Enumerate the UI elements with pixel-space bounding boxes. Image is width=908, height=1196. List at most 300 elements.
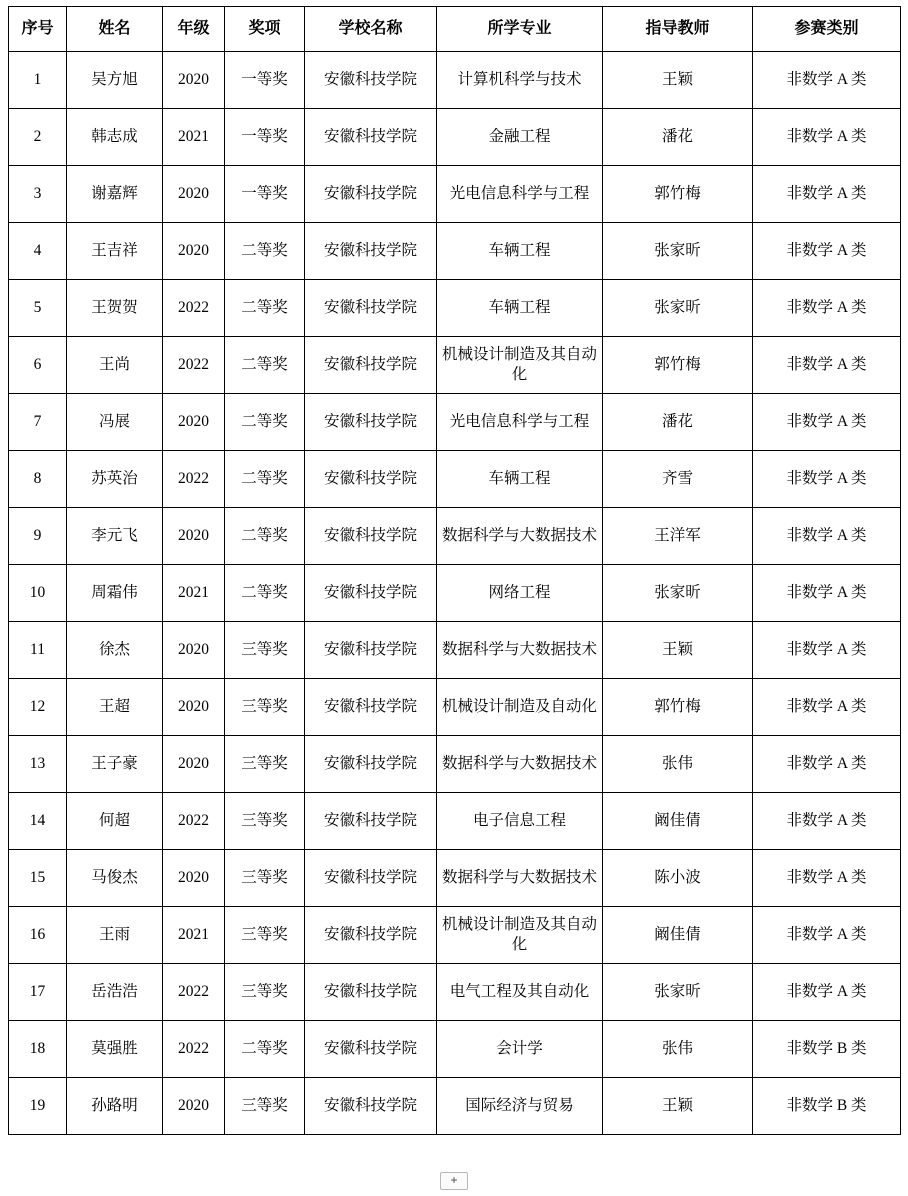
cell-text: 2020 bbox=[178, 754, 209, 772]
cell-grade bbox=[163, 394, 225, 451]
table-row bbox=[9, 166, 901, 223]
cell-text: 非数学 A 类 bbox=[786, 640, 867, 658]
cell-text: 二等奖 bbox=[241, 355, 288, 373]
cell-text: 16 bbox=[29, 925, 46, 943]
cell-category bbox=[753, 166, 901, 223]
cell-category bbox=[753, 1078, 901, 1135]
table-row bbox=[9, 337, 901, 394]
cell-award bbox=[225, 280, 305, 337]
cell-name bbox=[67, 394, 163, 451]
cell-award bbox=[225, 850, 305, 907]
cell-text: 阚佳倩 bbox=[654, 925, 701, 943]
cell-text: 马俊杰 bbox=[91, 868, 138, 886]
cell-text: 19 bbox=[29, 1096, 46, 1114]
cell-award bbox=[225, 451, 305, 508]
cell-index bbox=[9, 1078, 67, 1135]
cell-category bbox=[753, 622, 901, 679]
column-header-grade: 年级 bbox=[163, 7, 225, 52]
table-row bbox=[9, 622, 901, 679]
cell-text: 王尚 bbox=[98, 355, 130, 373]
cell-text: 3 bbox=[33, 184, 42, 202]
cell-text: 计算机科学与技术 bbox=[457, 70, 582, 88]
cell-teacher bbox=[603, 109, 753, 166]
cell-text: 2020 bbox=[178, 241, 209, 259]
table-header bbox=[9, 7, 901, 52]
cell-award bbox=[225, 1078, 305, 1135]
cell-major bbox=[437, 565, 603, 622]
cell-text: 光电信息科学与工程 bbox=[449, 412, 590, 430]
cell-text: 安徽科技学院 bbox=[323, 298, 417, 316]
cell-text: 车辆工程 bbox=[488, 298, 551, 316]
cell-major bbox=[437, 1078, 603, 1135]
footer-bar bbox=[0, 1172, 908, 1190]
cell-category bbox=[753, 1021, 901, 1078]
cell-text: 非数学 A 类 bbox=[786, 469, 867, 487]
cell-teacher bbox=[603, 280, 753, 337]
cell-text: 非数学 A 类 bbox=[786, 184, 867, 202]
cell-text: 国际经济与贸易 bbox=[465, 1096, 574, 1114]
table-row bbox=[9, 964, 901, 1021]
cell-award bbox=[225, 223, 305, 280]
cell-award bbox=[225, 907, 305, 964]
cell-text: 吴方旭 bbox=[91, 70, 138, 88]
cell-text: 安徽科技学院 bbox=[323, 811, 417, 829]
cell-category bbox=[753, 280, 901, 337]
cell-school bbox=[305, 793, 437, 850]
cell-text: 安徽科技学院 bbox=[323, 70, 417, 88]
cell-category bbox=[753, 907, 901, 964]
cell-text: 三等奖 bbox=[241, 925, 288, 943]
table-row bbox=[9, 907, 901, 964]
cell-text: 15 bbox=[29, 868, 46, 886]
cell-category bbox=[753, 337, 901, 394]
cell-text: 二等奖 bbox=[241, 1039, 288, 1057]
cell-text: 王吉祥 bbox=[91, 241, 138, 259]
cell-text: 潘花 bbox=[661, 127, 693, 145]
cell-text: 安徽科技学院 bbox=[323, 754, 417, 772]
cell-text: 安徽科技学院 bbox=[323, 697, 417, 715]
cell-text: 网络工程 bbox=[488, 583, 551, 601]
cell-grade bbox=[163, 280, 225, 337]
cell-grade bbox=[163, 907, 225, 964]
column-header-teacher: 指导教师 bbox=[603, 7, 753, 52]
cell-text: 安徽科技学院 bbox=[323, 526, 417, 544]
cell-text: 1 bbox=[33, 70, 42, 88]
cell-text: 郭竹梅 bbox=[654, 355, 701, 373]
cell-text: 机械设计制造及其自动化 bbox=[441, 915, 597, 953]
cell-text: 非数学 B 类 bbox=[786, 1096, 867, 1114]
cell-text: 2022 bbox=[178, 298, 209, 316]
cell-name bbox=[67, 223, 163, 280]
cell-grade bbox=[163, 1021, 225, 1078]
cell-text: 2021 bbox=[178, 925, 209, 943]
cell-text: 数据科学与大数据技术 bbox=[441, 868, 597, 886]
cell-name bbox=[67, 907, 163, 964]
cell-major bbox=[437, 793, 603, 850]
cell-grade bbox=[163, 736, 225, 793]
cell-teacher bbox=[603, 508, 753, 565]
column-header-school: 学校名称 bbox=[305, 7, 437, 52]
cell-index bbox=[9, 109, 67, 166]
cell-major bbox=[437, 679, 603, 736]
cell-index bbox=[9, 793, 67, 850]
cell-text: 冯展 bbox=[98, 412, 130, 430]
cell-text: 非数学 A 类 bbox=[786, 241, 867, 259]
cell-index bbox=[9, 679, 67, 736]
cell-text: 何超 bbox=[98, 811, 130, 829]
table-header-row bbox=[9, 7, 901, 52]
cell-text: 非数学 A 类 bbox=[786, 697, 867, 715]
cell-text: 电子信息工程 bbox=[472, 811, 566, 829]
cell-name bbox=[67, 736, 163, 793]
cell-text: 三等奖 bbox=[241, 1096, 288, 1114]
cell-category bbox=[753, 679, 901, 736]
cell-school bbox=[305, 1021, 437, 1078]
cell-category bbox=[753, 52, 901, 109]
cell-category bbox=[753, 394, 901, 451]
column-header-award: 奖项 bbox=[225, 7, 305, 52]
cell-text: 非数学 A 类 bbox=[786, 583, 867, 601]
cell-text: 潘花 bbox=[661, 412, 693, 430]
cell-text: 18 bbox=[29, 1039, 46, 1057]
cell-text: 王雨 bbox=[98, 925, 130, 943]
cell-index bbox=[9, 166, 67, 223]
cell-text: 2020 bbox=[178, 697, 209, 715]
cell-grade bbox=[163, 565, 225, 622]
cell-category bbox=[753, 793, 901, 850]
cell-text: 三等奖 bbox=[241, 982, 288, 1000]
table-row bbox=[9, 451, 901, 508]
cell-text: 一等奖 bbox=[241, 127, 288, 145]
cell-teacher bbox=[603, 850, 753, 907]
cell-text: 非数学 A 类 bbox=[786, 298, 867, 316]
cell-text: 2022 bbox=[178, 811, 209, 829]
cell-text: 张伟 bbox=[661, 754, 693, 772]
cell-text: 王颖 bbox=[661, 70, 693, 88]
cell-major bbox=[437, 964, 603, 1021]
table-row bbox=[9, 565, 901, 622]
cell-major bbox=[437, 109, 603, 166]
cell-index bbox=[9, 337, 67, 394]
cell-major bbox=[437, 622, 603, 679]
cell-category bbox=[753, 964, 901, 1021]
cell-category bbox=[753, 223, 901, 280]
cell-text: 周霜伟 bbox=[91, 583, 138, 601]
cell-text: 张家昕 bbox=[654, 298, 701, 316]
cell-major bbox=[437, 280, 603, 337]
cell-category bbox=[753, 736, 901, 793]
cell-text: 数据科学与大数据技术 bbox=[441, 640, 597, 658]
cell-text: 安徽科技学院 bbox=[323, 355, 417, 373]
cell-name bbox=[67, 565, 163, 622]
cell-text: 一等奖 bbox=[241, 184, 288, 202]
cell-school bbox=[305, 964, 437, 1021]
cell-text: 安徽科技学院 bbox=[323, 583, 417, 601]
table-row bbox=[9, 679, 901, 736]
column-header-category: 参赛类别 bbox=[753, 7, 901, 52]
cell-major bbox=[437, 508, 603, 565]
cell-category bbox=[753, 451, 901, 508]
add-page-button[interactable]: + bbox=[440, 1172, 468, 1190]
cell-index bbox=[9, 1021, 67, 1078]
cell-text: 王颖 bbox=[661, 640, 693, 658]
cell-grade bbox=[163, 964, 225, 1021]
cell-school bbox=[305, 679, 437, 736]
cell-award bbox=[225, 1021, 305, 1078]
cell-major bbox=[437, 394, 603, 451]
cell-text: 2020 bbox=[178, 184, 209, 202]
cell-name bbox=[67, 109, 163, 166]
cell-award bbox=[225, 166, 305, 223]
cell-text: 2020 bbox=[178, 412, 209, 430]
cell-text: 二等奖 bbox=[241, 241, 288, 259]
cell-text: 安徽科技学院 bbox=[323, 925, 417, 943]
cell-teacher bbox=[603, 907, 753, 964]
cell-text: 郭竹梅 bbox=[654, 184, 701, 202]
cell-school bbox=[305, 736, 437, 793]
cell-text: 三等奖 bbox=[241, 868, 288, 886]
cell-award bbox=[225, 508, 305, 565]
cell-text: 二等奖 bbox=[241, 412, 288, 430]
cell-text: 数据科学与大数据技术 bbox=[441, 754, 597, 772]
table-row bbox=[9, 109, 901, 166]
cell-text: 孙路明 bbox=[91, 1096, 138, 1114]
cell-text: 非数学 A 类 bbox=[786, 982, 867, 1000]
cell-school bbox=[305, 280, 437, 337]
cell-name bbox=[67, 1021, 163, 1078]
cell-text: 9 bbox=[33, 526, 42, 544]
cell-grade bbox=[163, 166, 225, 223]
cell-text: 13 bbox=[29, 754, 46, 772]
cell-text: 徐杰 bbox=[98, 640, 130, 658]
cell-name bbox=[67, 166, 163, 223]
cell-teacher bbox=[603, 679, 753, 736]
cell-index bbox=[9, 451, 67, 508]
cell-school bbox=[305, 394, 437, 451]
cell-text: 17 bbox=[29, 982, 46, 1000]
cell-text: 二等奖 bbox=[241, 583, 288, 601]
column-header-major: 所学专业 bbox=[437, 7, 603, 52]
cell-school bbox=[305, 52, 437, 109]
cell-grade bbox=[163, 223, 225, 280]
cell-grade bbox=[163, 508, 225, 565]
cell-award bbox=[225, 964, 305, 1021]
cell-name bbox=[67, 793, 163, 850]
cell-text: 非数学 A 类 bbox=[786, 754, 867, 772]
cell-major bbox=[437, 337, 603, 394]
cell-major bbox=[437, 52, 603, 109]
table-row bbox=[9, 223, 901, 280]
cell-text: 车辆工程 bbox=[488, 469, 551, 487]
cell-school bbox=[305, 223, 437, 280]
table-body bbox=[9, 52, 901, 1135]
cell-index bbox=[9, 622, 67, 679]
cell-school bbox=[305, 622, 437, 679]
cell-major bbox=[437, 166, 603, 223]
cell-teacher bbox=[603, 52, 753, 109]
cell-teacher bbox=[603, 964, 753, 1021]
cell-grade bbox=[163, 52, 225, 109]
cell-teacher bbox=[603, 166, 753, 223]
cell-text: 二等奖 bbox=[241, 469, 288, 487]
cell-name bbox=[67, 337, 163, 394]
cell-text: 机械设计制造及自动化 bbox=[441, 697, 597, 715]
cell-index bbox=[9, 565, 67, 622]
table-row bbox=[9, 508, 901, 565]
table-row bbox=[9, 793, 901, 850]
cell-text: 张家昕 bbox=[654, 583, 701, 601]
cell-text: 非数学 A 类 bbox=[786, 526, 867, 544]
cell-major bbox=[437, 736, 603, 793]
cell-grade bbox=[163, 679, 225, 736]
cell-category bbox=[753, 109, 901, 166]
cell-text: 岳浩浩 bbox=[91, 982, 138, 1000]
cell-text: 非数学 A 类 bbox=[786, 70, 867, 88]
cell-text: 非数学 A 类 bbox=[786, 355, 867, 373]
column-header-index: 序号 bbox=[9, 7, 67, 52]
cell-text: 2022 bbox=[178, 982, 209, 1000]
cell-text: 三等奖 bbox=[241, 811, 288, 829]
cell-award bbox=[225, 736, 305, 793]
cell-name bbox=[67, 508, 163, 565]
cell-school bbox=[305, 166, 437, 223]
cell-text: 安徽科技学院 bbox=[323, 640, 417, 658]
cell-grade bbox=[163, 850, 225, 907]
award-list-table bbox=[8, 6, 901, 1135]
cell-major bbox=[437, 907, 603, 964]
cell-text: 12 bbox=[29, 697, 46, 715]
cell-school bbox=[305, 907, 437, 964]
cell-text: 韩志成 bbox=[91, 127, 138, 145]
cell-text: 莫强胜 bbox=[91, 1039, 138, 1057]
table-row bbox=[9, 1021, 901, 1078]
cell-award bbox=[225, 394, 305, 451]
cell-index bbox=[9, 394, 67, 451]
cell-text: 王颖 bbox=[661, 1096, 693, 1114]
cell-teacher bbox=[603, 1078, 753, 1135]
cell-teacher bbox=[603, 622, 753, 679]
cell-text: 2022 bbox=[178, 1039, 209, 1057]
cell-award bbox=[225, 109, 305, 166]
cell-teacher bbox=[603, 565, 753, 622]
cell-text: 苏英治 bbox=[91, 469, 138, 487]
cell-award bbox=[225, 52, 305, 109]
cell-text: 2021 bbox=[178, 127, 209, 145]
cell-text: 张伟 bbox=[661, 1039, 693, 1057]
cell-text: 郭竹梅 bbox=[654, 697, 701, 715]
table-row bbox=[9, 52, 901, 109]
cell-text: 安徽科技学院 bbox=[323, 1039, 417, 1057]
cell-text: 张家昕 bbox=[654, 982, 701, 1000]
cell-name bbox=[67, 280, 163, 337]
cell-name bbox=[67, 850, 163, 907]
cell-text: 李元飞 bbox=[91, 526, 138, 544]
cell-award bbox=[225, 337, 305, 394]
cell-text: 光电信息科学与工程 bbox=[449, 184, 590, 202]
cell-major bbox=[437, 850, 603, 907]
cell-index bbox=[9, 850, 67, 907]
cell-text: 安徽科技学院 bbox=[323, 1096, 417, 1114]
cell-text: 2022 bbox=[178, 355, 209, 373]
cell-grade bbox=[163, 337, 225, 394]
cell-text: 2020 bbox=[178, 868, 209, 886]
cell-text: 2021 bbox=[178, 583, 209, 601]
cell-index bbox=[9, 907, 67, 964]
cell-name bbox=[67, 679, 163, 736]
cell-category bbox=[753, 565, 901, 622]
cell-school bbox=[305, 109, 437, 166]
cell-award bbox=[225, 565, 305, 622]
cell-teacher bbox=[603, 793, 753, 850]
cell-index bbox=[9, 964, 67, 1021]
cell-text: 齐雪 bbox=[661, 469, 693, 487]
cell-text: 7 bbox=[33, 412, 42, 430]
cell-text: 一等奖 bbox=[241, 70, 288, 88]
table-row bbox=[9, 394, 901, 451]
cell-text: 三等奖 bbox=[241, 754, 288, 772]
cell-text: 会计学 bbox=[496, 1039, 543, 1057]
cell-text: 安徽科技学院 bbox=[323, 412, 417, 430]
cell-teacher bbox=[603, 736, 753, 793]
cell-text: 数据科学与大数据技术 bbox=[441, 526, 597, 544]
cell-text: 安徽科技学院 bbox=[323, 241, 417, 259]
table-row bbox=[9, 280, 901, 337]
cell-text: 2020 bbox=[178, 70, 209, 88]
cell-text: 安徽科技学院 bbox=[323, 469, 417, 487]
cell-text: 非数学 B 类 bbox=[786, 1039, 867, 1057]
cell-text: 三等奖 bbox=[241, 697, 288, 715]
cell-text: 14 bbox=[29, 811, 46, 829]
cell-name bbox=[67, 1078, 163, 1135]
cell-text: 王贺贺 bbox=[91, 298, 138, 316]
cell-index bbox=[9, 52, 67, 109]
cell-text: 电气工程及其自动化 bbox=[449, 982, 590, 1000]
cell-major bbox=[437, 223, 603, 280]
cell-grade bbox=[163, 451, 225, 508]
cell-text: 机械设计制造及其自动化 bbox=[441, 345, 597, 383]
cell-text: 6 bbox=[33, 355, 42, 373]
cell-text: 非数学 A 类 bbox=[786, 412, 867, 430]
cell-text: 金融工程 bbox=[488, 127, 551, 145]
cell-text: 三等奖 bbox=[241, 640, 288, 658]
cell-grade bbox=[163, 622, 225, 679]
cell-major bbox=[437, 451, 603, 508]
cell-text: 非数学 A 类 bbox=[786, 868, 867, 886]
cell-teacher bbox=[603, 451, 753, 508]
cell-name bbox=[67, 52, 163, 109]
cell-text: 陈小波 bbox=[654, 868, 701, 886]
cell-text: 2020 bbox=[178, 640, 209, 658]
cell-teacher bbox=[603, 394, 753, 451]
cell-index bbox=[9, 280, 67, 337]
cell-teacher bbox=[603, 337, 753, 394]
cell-text: 非数学 A 类 bbox=[786, 925, 867, 943]
cell-text: 王洋军 bbox=[654, 526, 701, 544]
cell-major bbox=[437, 1021, 603, 1078]
cell-text: 阚佳倩 bbox=[654, 811, 701, 829]
column-header-name: 姓名 bbox=[67, 7, 163, 52]
cell-text: 安徽科技学院 bbox=[323, 127, 417, 145]
cell-text: 二等奖 bbox=[241, 526, 288, 544]
cell-text: 安徽科技学院 bbox=[323, 982, 417, 1000]
cell-school bbox=[305, 565, 437, 622]
cell-teacher bbox=[603, 1021, 753, 1078]
cell-text: 安徽科技学院 bbox=[323, 184, 417, 202]
cell-award bbox=[225, 793, 305, 850]
cell-text: 2022 bbox=[178, 469, 209, 487]
cell-text: 非数学 A 类 bbox=[786, 811, 867, 829]
cell-index bbox=[9, 736, 67, 793]
